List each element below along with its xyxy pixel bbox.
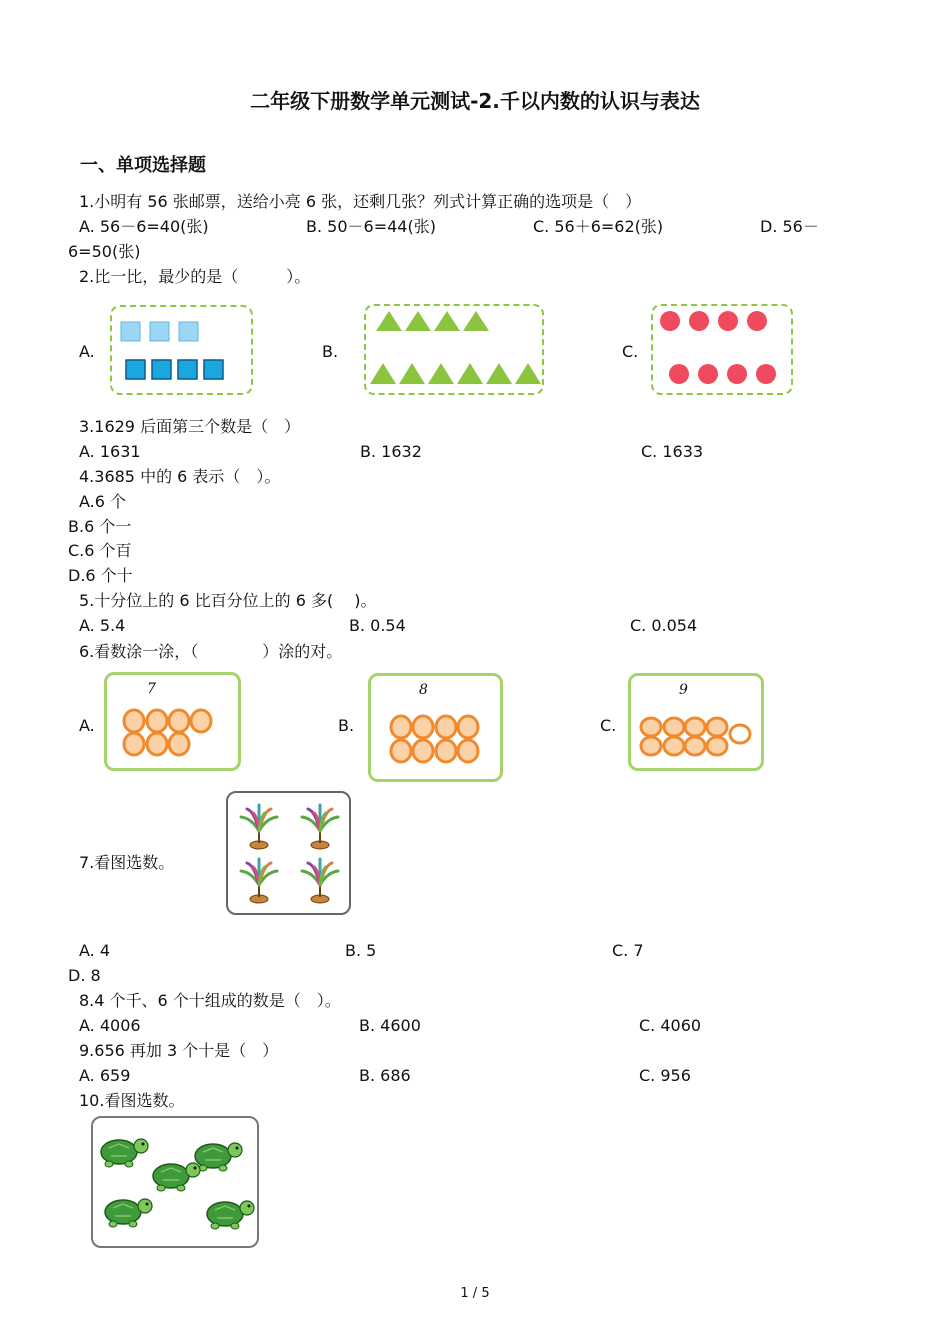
q6-b-number: 8: [419, 682, 428, 698]
q6-option-a[interactable]: A.: [79, 716, 95, 735]
q8-option-a[interactable]: A. 4006: [79, 1016, 141, 1035]
q7-stem: 7.看图选数。: [79, 853, 175, 872]
filled-bead: [413, 716, 433, 738]
q6-option-c[interactable]: C.: [600, 716, 617, 735]
q6-a-frame: [104, 672, 241, 771]
light-square: [150, 322, 169, 341]
q8-stem: 8.4 个千、6 个十组成的数是（ ）。: [79, 991, 341, 1010]
q1-stem: 1.小明有 56 张邮票，送给小亮 6 张，还剩几张？列式计算正确的选项是（ ）: [79, 192, 642, 211]
q6-a-beads: [107, 675, 244, 774]
q6-b-frame: [368, 673, 503, 782]
q2-option-a[interactable]: A.: [79, 342, 95, 361]
section-heading: 一、单项选择题: [80, 155, 206, 176]
turtle-eye: [142, 1143, 145, 1146]
q2-c-dots-figure: [653, 306, 795, 397]
filled-bead: [436, 740, 456, 762]
q9-option-b[interactable]: B. 686: [359, 1066, 411, 1085]
q1-option-a[interactable]: A. 56－6=40(张): [79, 217, 209, 236]
q7-option-d[interactable]: D. 8: [68, 966, 101, 985]
filled-bead: [191, 710, 211, 732]
light-square: [179, 322, 198, 341]
filled-bead: [147, 710, 167, 732]
turtle-head: [134, 1139, 148, 1153]
turtle: [195, 1143, 242, 1171]
green-triangle: [486, 363, 512, 384]
q7-option-a[interactable]: A. 4: [79, 941, 111, 960]
red-dot: [689, 311, 709, 331]
dark-square: [178, 360, 197, 379]
turtle: [101, 1139, 148, 1167]
q4-option-b[interactable]: B.6 个一: [68, 517, 132, 536]
turtle: [105, 1199, 152, 1227]
q1-option-d-cont: 6=50(张): [68, 242, 141, 261]
q5-stem: 5.十分位上的 6 比百分位上的 6 多( )。: [79, 591, 377, 610]
filled-bead: [391, 716, 411, 738]
filled-bead: [641, 718, 661, 736]
potted-plant: [302, 859, 338, 903]
q9-stem: 9.656 再加 3 个十是（ ）: [79, 1041, 279, 1060]
filled-bead: [169, 733, 189, 755]
q10-turtles-figure: [93, 1118, 261, 1250]
filled-bead: [664, 737, 684, 755]
q8-option-b[interactable]: B. 4600: [359, 1016, 421, 1035]
turtle-head: [186, 1163, 200, 1177]
q7-option-c[interactable]: C. 7: [612, 941, 644, 960]
turtle-leg: [109, 1221, 117, 1227]
green-triangle: [428, 363, 454, 384]
q9-option-a[interactable]: A. 659: [79, 1066, 131, 1085]
filled-bead: [707, 737, 727, 755]
q6-a-number: 7: [147, 681, 156, 697]
red-dot: [660, 311, 680, 331]
q4-option-a[interactable]: A.6 个: [79, 492, 127, 511]
q2-b-triangles-frame: [364, 304, 544, 395]
light-square: [121, 322, 140, 341]
filled-bead: [147, 733, 167, 755]
q5-option-a[interactable]: A. 5.4: [79, 616, 126, 635]
page-title: 二年级下册数学单元测试-2.千以内数的认识与表达: [250, 89, 700, 113]
q10-stem: 10.看图选数。: [79, 1091, 185, 1110]
filled-bead: [664, 718, 684, 736]
red-dot: [698, 364, 718, 384]
potted-plant: [241, 805, 277, 849]
turtle-leg: [129, 1221, 137, 1227]
q6-c-beads: [631, 676, 767, 774]
q6-b-beads: [371, 676, 506, 785]
red-dot: [756, 364, 776, 384]
turtle-leg: [231, 1223, 239, 1229]
q6-stem: 6.看数涂一涂，（ ）涂的对。: [79, 642, 343, 661]
turtle-leg: [177, 1185, 185, 1191]
dark-square: [204, 360, 223, 379]
turtle-leg: [105, 1161, 113, 1167]
turtle-head: [240, 1201, 254, 1215]
filled-bead: [391, 740, 411, 762]
red-dot: [718, 311, 738, 331]
q2-b-triangles-figure: [366, 306, 546, 397]
q2-a-squares-figure: [112, 307, 255, 397]
filled-bead: [685, 737, 705, 755]
filled-bead: [641, 737, 661, 755]
potted-plant: [241, 859, 277, 903]
q6-option-b[interactable]: B.: [338, 716, 355, 735]
filled-bead: [413, 740, 433, 762]
filled-bead: [458, 740, 478, 762]
green-triangle: [370, 363, 396, 384]
q4-option-c[interactable]: C.6 个百: [68, 541, 132, 560]
q3-stem: 3.1629 后面第三个数是（ ）: [79, 417, 301, 436]
q6-c-frame: [628, 673, 764, 771]
turtle: [207, 1201, 254, 1229]
green-triangle: [463, 311, 489, 331]
q6-c-number: 9: [679, 682, 688, 698]
q1-option-c[interactable]: C. 56＋6=62(张): [533, 217, 664, 236]
filled-bead: [707, 718, 727, 736]
turtle-leg: [211, 1223, 219, 1229]
filled-bead: [124, 710, 144, 732]
green-triangle: [515, 363, 541, 384]
q1-option-d[interactable]: D. 56－: [760, 217, 819, 236]
red-dot: [669, 364, 689, 384]
turtle-eye: [146, 1203, 149, 1206]
filled-bead: [685, 718, 705, 736]
q4-stem: 4.3685 中的 6 表示（ ）。: [79, 467, 281, 486]
turtle-eye: [194, 1167, 197, 1170]
turtle-eye: [248, 1205, 251, 1208]
q2-option-b[interactable]: B.: [322, 342, 339, 361]
turtle-leg: [219, 1165, 227, 1171]
filled-bead: [458, 716, 478, 738]
q2-option-c[interactable]: C.: [622, 342, 639, 361]
q3-option-a[interactable]: A. 1631: [79, 442, 141, 461]
filled-bead: [169, 710, 189, 732]
q7-option-b[interactable]: B. 5: [345, 941, 377, 960]
potted-plant: [302, 805, 338, 849]
q5-option-b[interactable]: B. 0.54: [349, 616, 406, 635]
q2-stem: 2.比一比，最少的是（ ）。: [79, 267, 311, 286]
q2-c-dots-frame: [651, 304, 793, 395]
green-triangle: [405, 311, 431, 331]
turtle: [153, 1163, 200, 1191]
q7-plants-frame: [226, 791, 351, 915]
dark-square: [152, 360, 171, 379]
empty-bead: [730, 725, 750, 743]
green-triangle: [399, 363, 425, 384]
turtle-head: [228, 1143, 242, 1157]
q1-option-b[interactable]: B. 50－6=44(张): [306, 217, 436, 236]
q2-a-squares-frame: [110, 305, 253, 395]
q5-option-c[interactable]: C. 0.054: [630, 616, 698, 635]
green-triangle: [457, 363, 483, 384]
turtle-leg: [157, 1185, 165, 1191]
q10-turtles-frame: [91, 1116, 259, 1248]
turtle-leg: [125, 1161, 133, 1167]
page-number: 1 / 5: [460, 1286, 490, 1301]
q3-option-c[interactable]: C. 1633: [641, 442, 704, 461]
q7-plants-figure: [228, 793, 353, 917]
q9-option-c[interactable]: C. 956: [639, 1066, 691, 1085]
turtle-head: [138, 1199, 152, 1213]
filled-bead: [436, 716, 456, 738]
filled-bead: [124, 733, 144, 755]
turtle-eye: [236, 1147, 239, 1150]
green-triangle: [376, 311, 402, 331]
q8-option-c[interactable]: C. 4060: [639, 1016, 702, 1035]
q3-option-b[interactable]: B. 1632: [360, 442, 422, 461]
red-dot: [727, 364, 747, 384]
green-triangle: [434, 311, 460, 331]
q4-option-d[interactable]: D.6 个十: [68, 566, 133, 585]
dark-square: [126, 360, 145, 379]
red-dot: [747, 311, 767, 331]
